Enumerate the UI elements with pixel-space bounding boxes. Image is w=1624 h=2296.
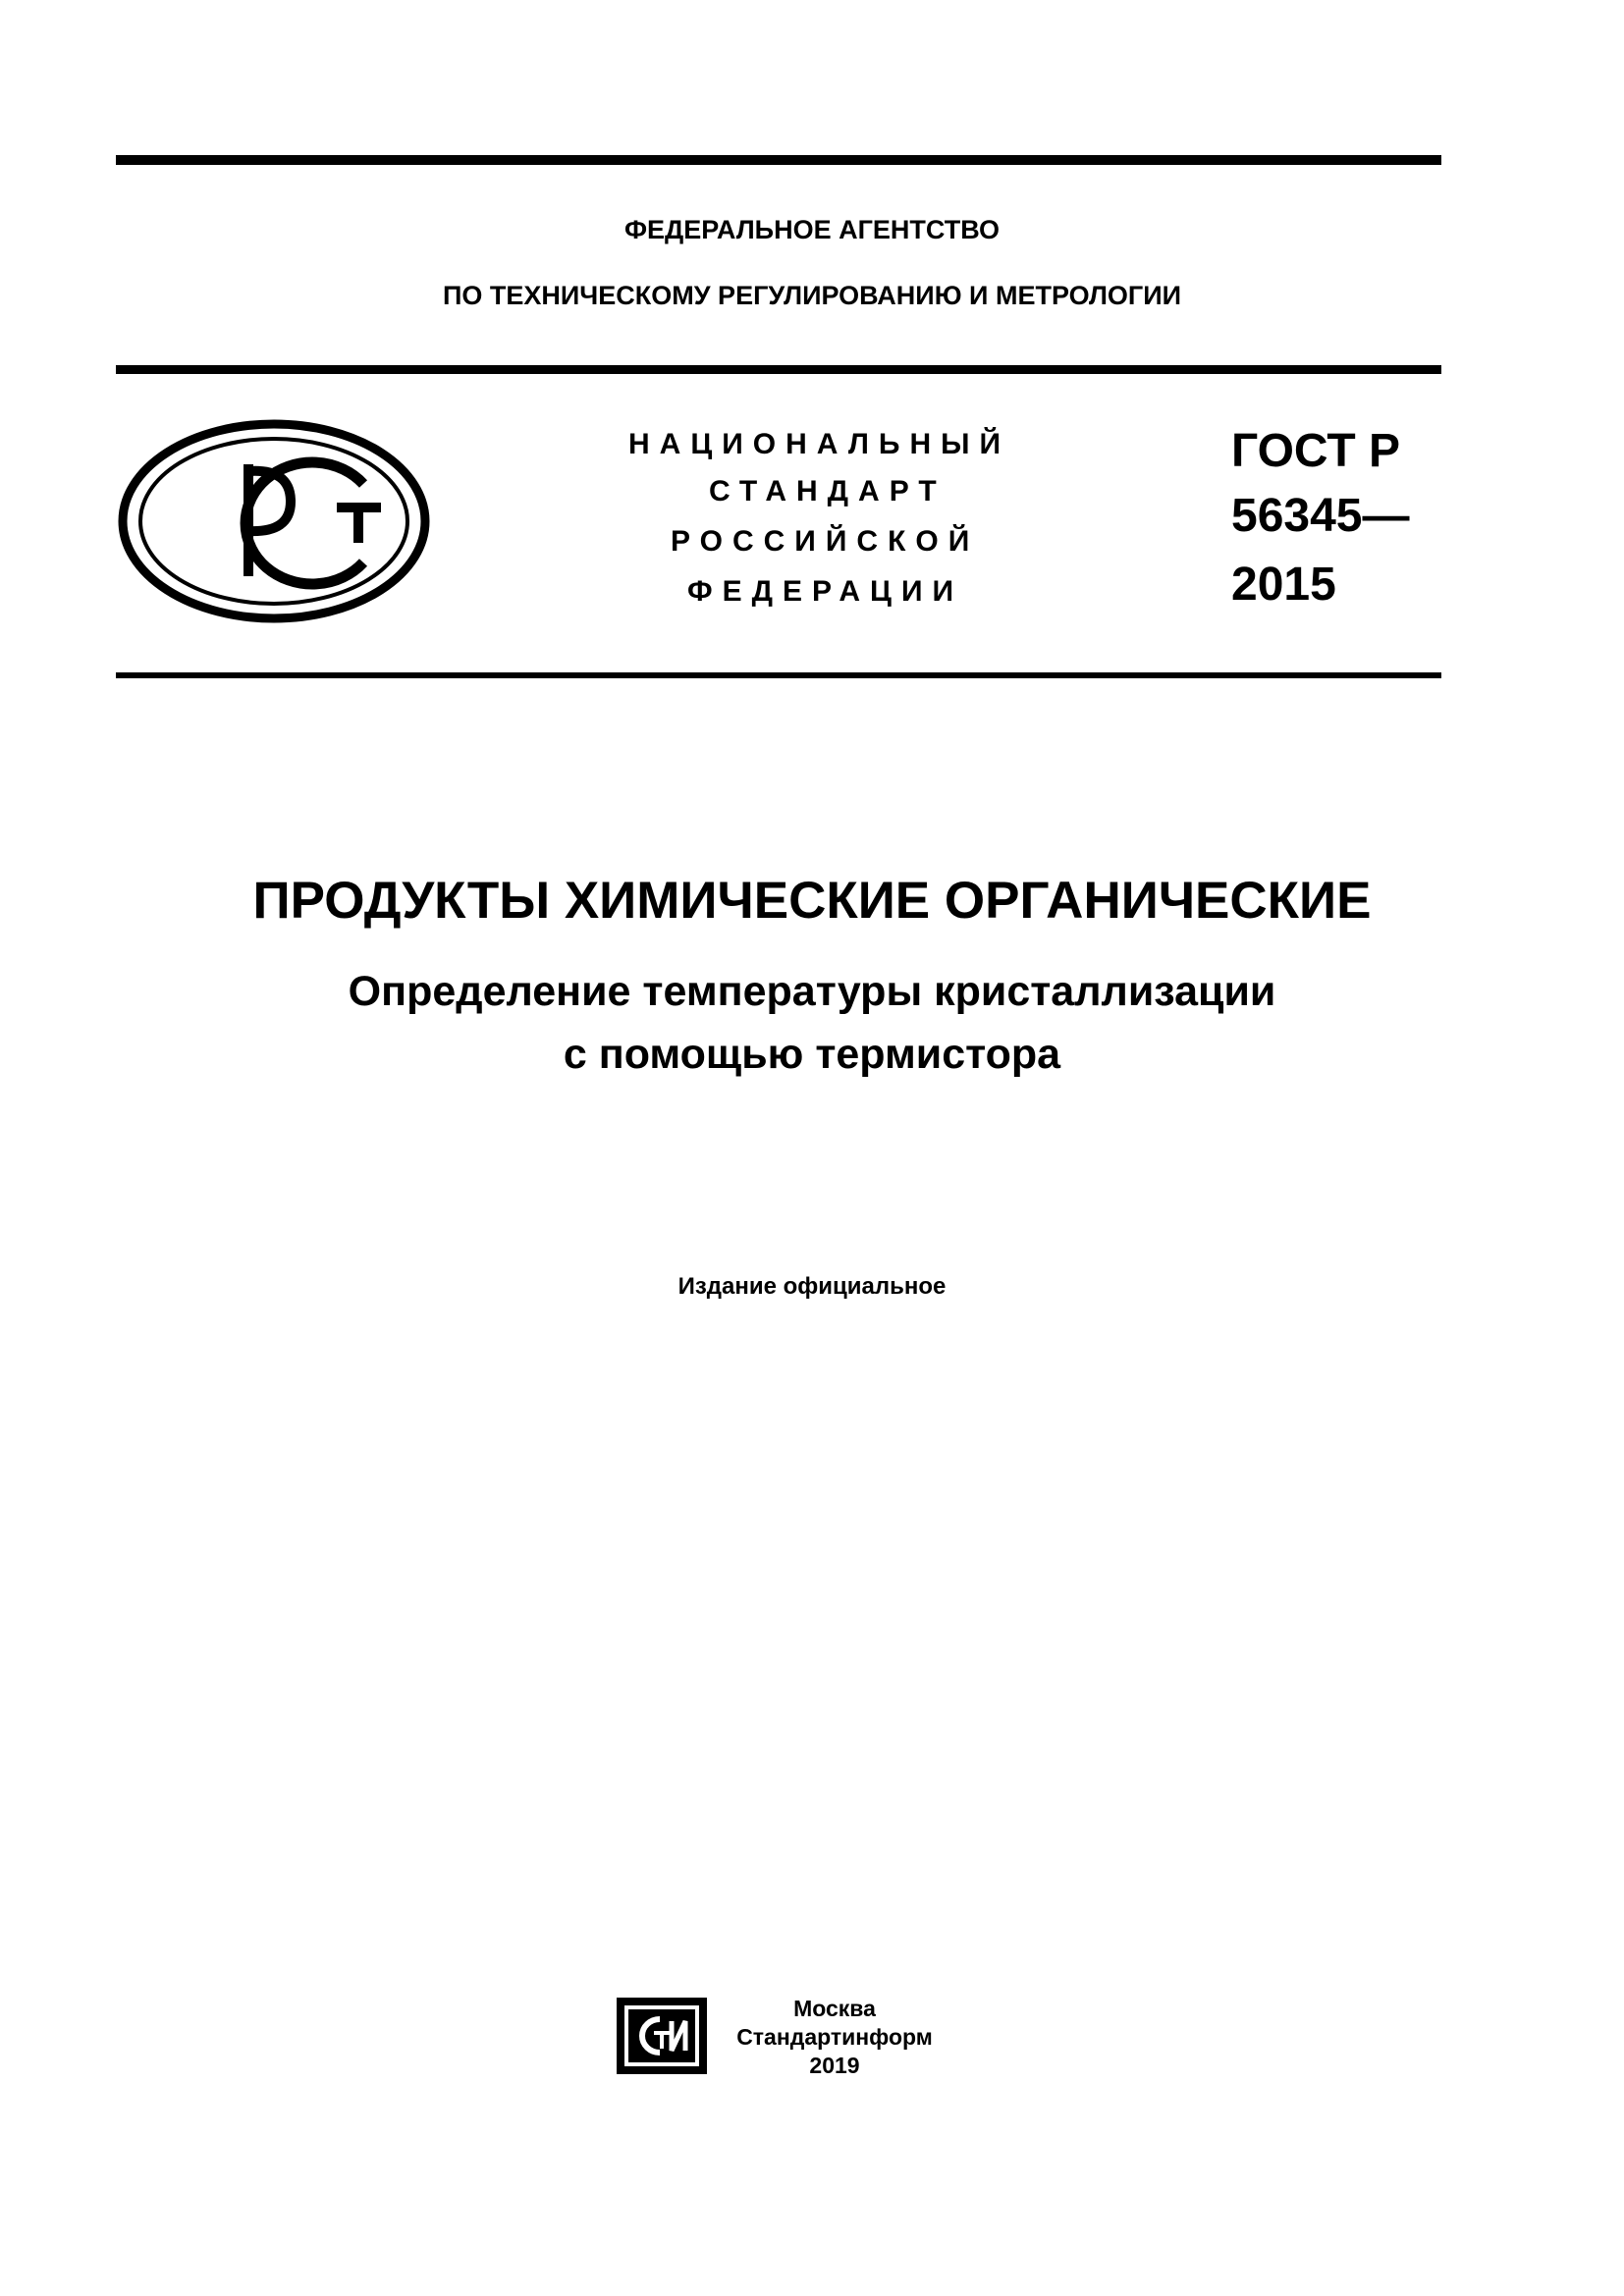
publisher-year: 2019 — [809, 2053, 860, 2078]
document-title: ПРОДУКТЫ ХИМИЧЕСКИЕ ОРГАНИЧЕСКИЕ — [252, 872, 1372, 930]
standard-line-2: СТАНДАРТ — [709, 475, 947, 507]
publisher-city: Москва — [793, 1996, 876, 2021]
standard-rule — [116, 672, 1441, 678]
publisher-name: Стандартинформ — [736, 2024, 933, 2050]
header-rule — [116, 365, 1441, 374]
rst-logo-icon — [116, 417, 432, 630]
standard-line-3: РОССИЙСКОЙ — [671, 525, 980, 558]
agency-line-1: ФЕДЕРАЛЬНОЕ АГЕНТСТВО — [623, 215, 1001, 244]
gost-code-line-1: ГОСТ Р — [1231, 425, 1401, 477]
stin-logo-icon — [617, 1998, 707, 2079]
document-subtitle-line-2: с помощью термистора — [563, 1031, 1061, 1078]
document-subtitle-line-1: Определение температуры кристаллизации — [348, 968, 1276, 1015]
standard-line-4: ФЕДЕРАЦИИ — [687, 575, 964, 608]
edition-label: Издание официальное — [677, 1273, 947, 1300]
standard-line-1: НАЦИОНАЛЬНЫЙ — [628, 428, 1011, 460]
top-rule — [116, 155, 1441, 165]
agency-line-2: ПО ТЕХНИЧЕСКОМУ РЕГУЛИРОВАНИЮ И МЕТРОЛОГИИ — [442, 281, 1182, 310]
gost-code-line-2: 56345— — [1231, 490, 1410, 542]
gost-code-line-3: 2015 — [1231, 559, 1336, 611]
